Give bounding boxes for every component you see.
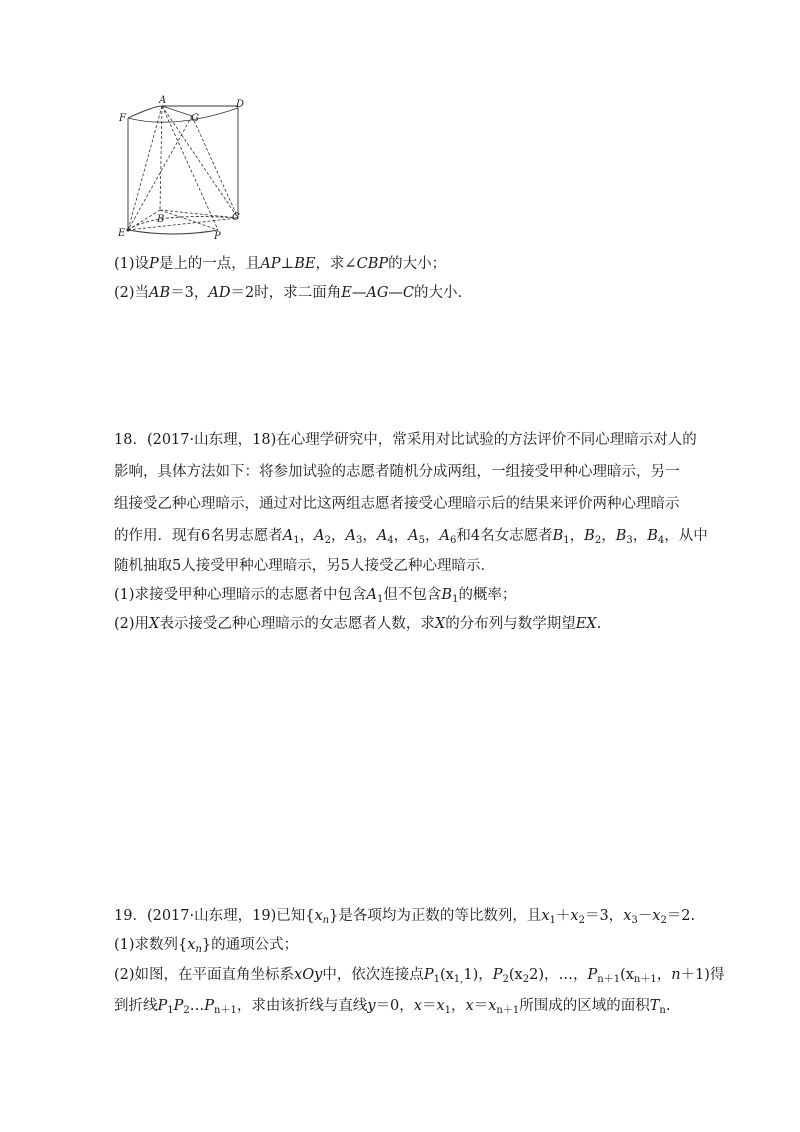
q17-part2: (2)当AB＝3，AD＝2时，求二面角E—AG—C的大小. [114, 285, 463, 301]
q18-line3: 组接受乙种心理暗示，通过对比这两组志愿者接受心理暗示后的结果来评价两种心理暗示 [114, 496, 680, 512]
top-ellipse-back [128, 106, 238, 118]
q19-part2-line1: (2)如图，在平面直角坐标系xOy中，依次连接点$P_1(x_{1,}1)$，$P_2(x_22)$，…，$P_{n+1}(x_{n+1}$，n＋1)得 [114, 967, 725, 985]
q19-part1: (1)求数列$\{x_n\}$的通项公式； [114, 937, 299, 955]
geometry-figure [114, 94, 254, 244]
edge-AG [162, 106, 192, 116]
q19-line1: 19．(2017·山东理，19)已知$\{x_n\}$是各项均为正数的等比数列，且$x_1+x_2=3$，$x_3-x_2=2$. [114, 908, 696, 926]
internal-edges [128, 106, 238, 230]
label-A: A [159, 95, 167, 106]
label-E: E [118, 228, 126, 239]
label-B: B [157, 214, 165, 225]
top-ellipse-front [128, 108, 238, 122]
q18-line1: 18．(2017·山东理，18)在心理学研究中，常采用对比试验的方法评价不同心理暗示对人的 [114, 432, 697, 448]
label-D: D [236, 99, 245, 110]
label-C: C [232, 212, 240, 223]
label-P: P [214, 231, 221, 242]
label-G: G [191, 113, 199, 124]
point-E [126, 228, 129, 231]
label-F: F [119, 113, 126, 124]
q18-line4: 的作用．现有6名男志愿者$A_1$，$A_2$，$A_3$，$A_4$，$A_5$，$A_6$和4名女志愿者$B_1$，$B_2$，$B_3$，$B_4$，从中 [114, 528, 708, 546]
q17-part1: (1)设P是上的一点，且AP⊥BE，求∠CBP的大小； [114, 256, 447, 272]
q18-part1: (1)求接受甲种心理暗示的志愿者中包含$A_1$但不包含$B_1$的概率； [114, 587, 517, 605]
q18-part2: (2)用X表示接受乙种心理暗示的女志愿者人数，求X的分布列与数学期望EX. [114, 616, 602, 632]
q18-line5: 随机抽取5人接受甲种心理暗示，另5人接受乙种心理暗示． [114, 558, 495, 574]
bottom-ellipse-front [128, 230, 218, 234]
q18-line2: 影响，具体方法如下：将参加试验的志愿者随机分成两组，一组接受甲种心理暗示，另一 [114, 464, 680, 480]
q19-part2-line2: 到折线$P_1P_2\dots P_{n+1}$，求由该折线与直线y＝0，$x=x_1$，$x=x_{n+1}$所围成的区域的面积$T_n$. [114, 998, 671, 1016]
